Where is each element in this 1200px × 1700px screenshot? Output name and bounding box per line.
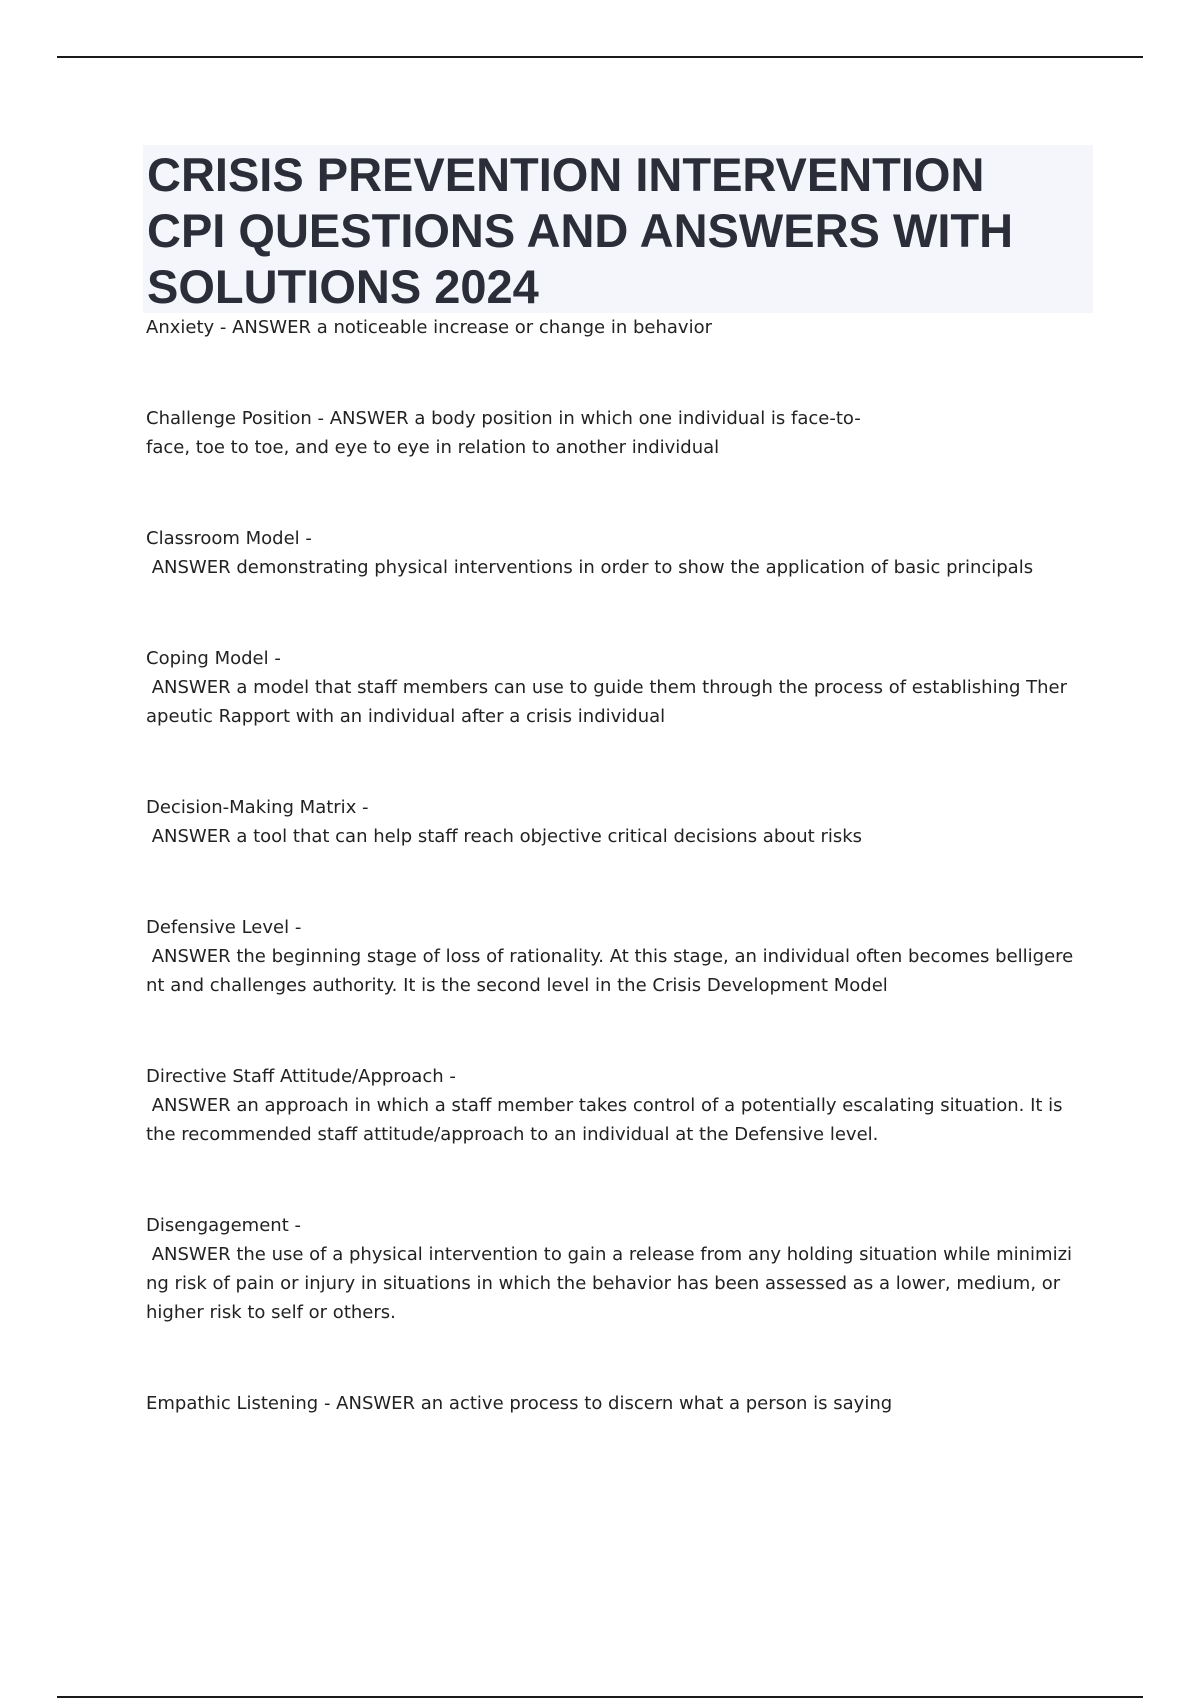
entry-line: ANSWER an approach in which a staff member takes control of a potentially escalating situation. It is: [146, 1095, 1063, 1116]
qa-entry-empathic-listening: [146, 1389, 1096, 1418]
entry-line: ng risk of pain or injury in situations in which the behavior has been assessed as a lower, medium, or: [146, 1273, 1061, 1294]
entry-line: ANSWER the use of a physical intervention to gain a release from any holding situation while minimizi: [146, 1244, 1073, 1265]
title-line: SOLUTIONS 2024: [147, 260, 539, 313]
entry-line: higher risk to self or others.: [146, 1302, 396, 1323]
top-rule: [57, 56, 1143, 58]
entry-line: ANSWER a model that staff members can use to guide them through the process of establishing Ther: [146, 677, 1067, 698]
qa-entry-defensive-level: [146, 913, 1096, 1000]
qa-list: [146, 313, 1096, 1418]
qa-entry-classroom-model: [146, 524, 1096, 582]
entry-line: nt and challenges authority. It is the second level in the Crisis Development Model: [146, 975, 888, 996]
entry-line: ANSWER the beginning stage of loss of rationality. At this stage, an individual often becomes belligere: [146, 946, 1074, 967]
qa-entry-directive-staff-attitude: [146, 1062, 1096, 1149]
entry-line: Defensive Level -: [146, 917, 302, 938]
title-line: CPI QUESTIONS AND ANSWERS WITH: [147, 204, 1014, 257]
entry-line: Directive Staff Attitude/Approach -: [146, 1066, 456, 1087]
entry-line: the recommended staff attitude/approach to an individual at the Defensive level.: [146, 1124, 879, 1145]
qa-entry-coping-model: [146, 644, 1096, 731]
entry-line: Anxiety - ANSWER a noticeable increase or change in behavior: [146, 317, 712, 338]
title-line: CRISIS PREVENTION INTERVENTION: [147, 148, 985, 201]
entry-line: Disengagement -: [146, 1215, 301, 1236]
qa-entry-challenge-position: [146, 404, 1096, 462]
qa-entry-decision-making-matrix: [146, 793, 1096, 851]
document-title: [147, 147, 1091, 315]
entry-line: ANSWER demonstrating physical interventions in order to show the application of basic principals: [146, 557, 1034, 578]
entry-line: Decision-Making Matrix -: [146, 797, 369, 818]
entry-line: Coping Model -: [146, 648, 281, 669]
entry-line: face, toe to toe, and eye to eye in relation to another individual: [146, 437, 720, 458]
entry-line: Challenge Position - ANSWER a body position in which one individual is face-to-: [146, 408, 861, 429]
bottom-rule: [57, 1696, 1143, 1698]
qa-entry-disengagement: [146, 1211, 1096, 1327]
entry-line: Empathic Listening - ANSWER an active process to discern what a person is saying: [146, 1393, 893, 1414]
entry-line: ANSWER a tool that can help staff reach objective critical decisions about risks: [146, 826, 863, 847]
entry-line: Classroom Model -: [146, 528, 312, 549]
qa-entry-anxiety: [146, 313, 1096, 342]
entry-line: apeutic Rapport with an individual after a crisis individual: [146, 706, 666, 727]
